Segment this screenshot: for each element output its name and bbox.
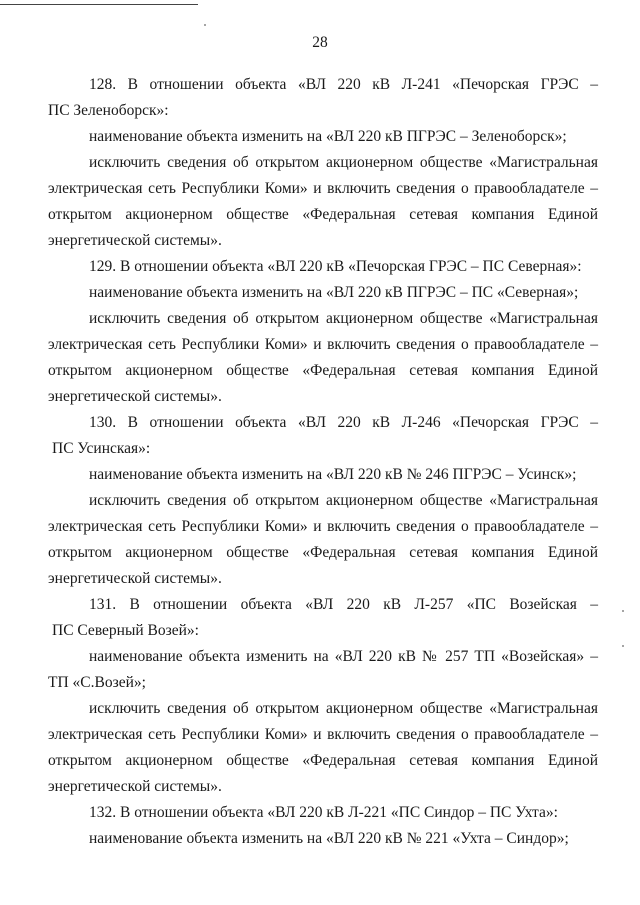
item-132-rename: наименование объекта изменить на «ВЛ 220 кВ № 221 «Ухта – Синдор»;	[89, 830, 569, 847]
item-131-heading-cont: ПС Северный Возей»:	[52, 622, 199, 639]
item-129-exclude-cont: электрическая сеть Республики Коми» и включить сведения о правообладателе –	[48, 336, 598, 353]
scan-speck	[622, 610, 624, 612]
item-129-rename: наименование объекта изменить на «ВЛ 220 кВ ПГРЭС – ПС «Северная»;	[89, 284, 579, 301]
item-129-exclude-cont: открытом акционерном обществе «Федеральная сетевая компания Единой	[48, 362, 598, 379]
item-131-rename-cont: ТП «С.Возей»;	[48, 674, 146, 691]
item-129-exclude: исключить сведения об открытом акционерном обществе «Магистральная	[89, 310, 598, 327]
item-128-exclude-cont: открытом акционерном обществе «Федеральная сетевая компания Единой	[48, 206, 598, 223]
item-132-heading: 132. В отношении объекта «ВЛ 220 кВ Л-221 «ПС Синдор – ПС Ухта»:	[89, 804, 558, 821]
item-131-exclude-cont: открытом акционерном обществе «Федеральная сетевая компания Единой	[48, 752, 598, 769]
item-131-heading: 131. В отношении объекта «ВЛ 220 кВ Л-257 «ПС Возейская –	[89, 596, 598, 613]
item-128-heading: 128. В отношении объекта «ВЛ 220 кВ Л-241 «Печорская ГРЭС –	[89, 76, 598, 93]
scan-speck	[622, 645, 624, 647]
item-128-heading-cont: ПС Зеленоборск»:	[48, 102, 169, 119]
item-130-heading-cont: ПС Усинская»:	[52, 440, 151, 457]
item-129-exclude-end: энергетической системы».	[48, 388, 222, 405]
item-131-exclude-cont: электрическая сеть Республики Коми» и включить сведения о правообладателе –	[48, 726, 598, 743]
item-130-exclude-end: энергетической системы».	[48, 570, 222, 587]
item-128-exclude-end: энергетической системы».	[48, 232, 222, 249]
item-131-rename: наименование объекта изменить на «ВЛ 220 кВ № 257 ТП «Возейская» –	[89, 648, 598, 665]
item-130-exclude-cont: открытом акционерном обществе «Федеральная сетевая компания Единой	[48, 544, 598, 561]
item-130-exclude: исключить сведения об открытом акционерном обществе «Магистральная	[89, 492, 598, 509]
item-128-exclude-cont: электрическая сеть Республики Коми» и включить сведения о правообладателе –	[48, 180, 598, 197]
item-128-exclude: исключить сведения об открытом акционерном обществе «Магистральная	[89, 154, 598, 171]
scan-edge-line	[0, 4, 198, 5]
item-131-exclude: исключить сведения об открытом акционерном обществе «Магистральная	[89, 700, 598, 717]
page-number: 28	[312, 34, 328, 51]
item-130-heading: 130. В отношении объекта «ВЛ 220 кВ Л-246 «Печорская ГРЭС –	[89, 414, 598, 431]
item-131-exclude-end: энергетической системы».	[48, 778, 222, 795]
scan-speck	[204, 24, 206, 26]
item-129-heading: 129. В отношении объекта «ВЛ 220 кВ «Печорская ГРЭС – ПС Северная»:	[89, 258, 582, 275]
item-130-exclude-cont: электрическая сеть Республики Коми» и включить сведения о правообладателе –	[48, 518, 598, 535]
item-128-rename: наименование объекта изменить на «ВЛ 220 кВ ПГРЭС – Зеленоборск»;	[89, 128, 567, 145]
item-130-rename: наименование объекта изменить на «ВЛ 220 кВ № 246 ПГРЭС – Усинск»;	[89, 466, 577, 483]
